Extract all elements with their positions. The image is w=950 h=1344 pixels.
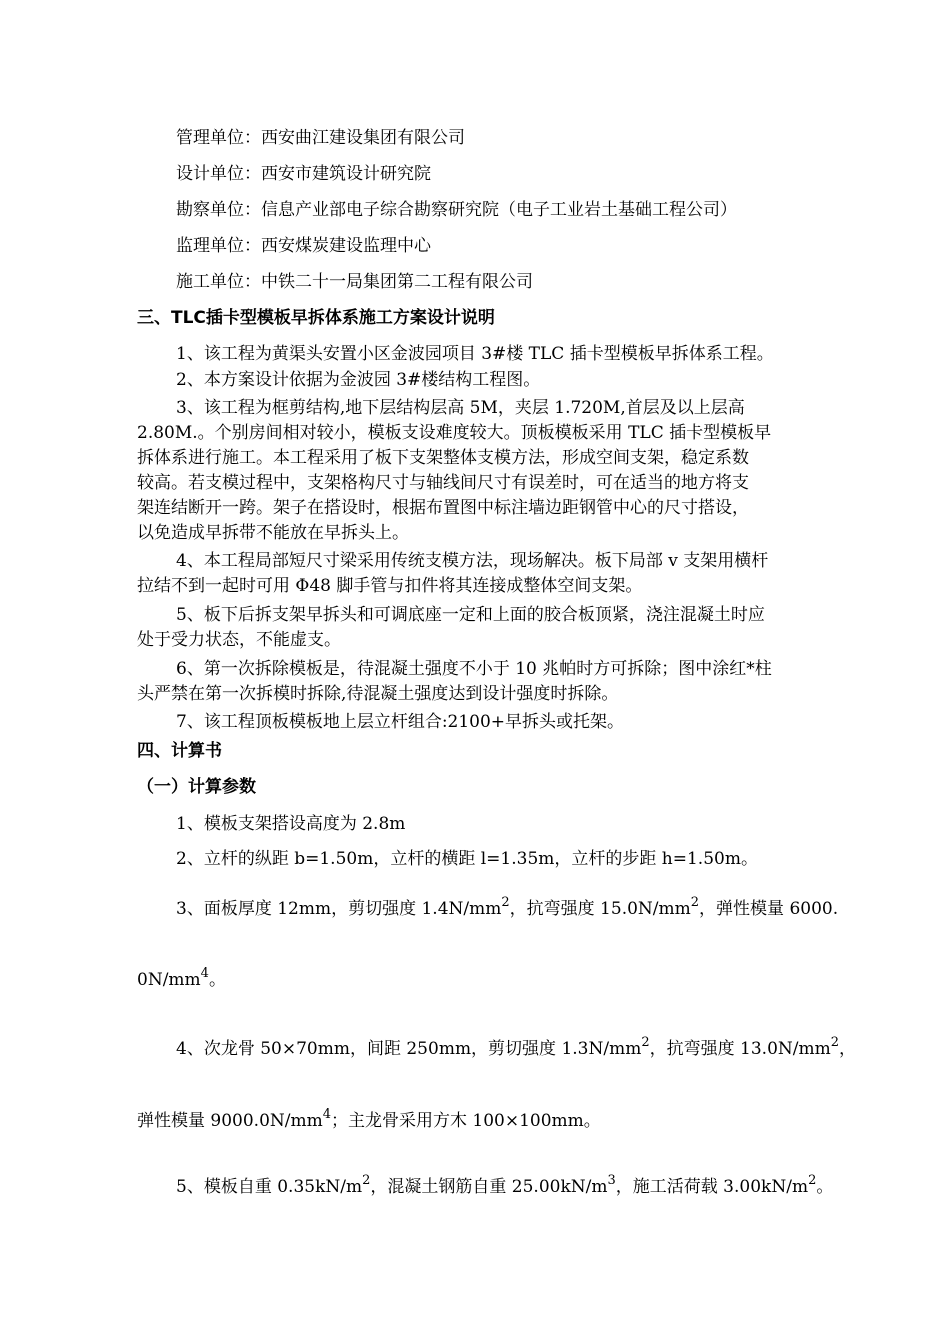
unit-supervision xyxy=(176,236,431,256)
section-3-line: 拆体系进行施工。本工程采用了板下支架整体支模方法，形成空间支架，稳定系数 xyxy=(137,448,749,468)
unit-label: 监理单位： xyxy=(176,236,261,256)
unit-value: 西安市建筑设计研究院 xyxy=(261,164,431,184)
section-3-line: 6、第一次拆除模板是，待混凝土强度不小于 10 兆帕时方可拆除；图中涂红*柱 xyxy=(176,659,772,679)
unit-label: 勘察单位： xyxy=(176,200,261,220)
param-2: 2、立杆的纵距 b=1.50m，立杆的横距 l=1.35m，立杆的步距 h=1.50m。 xyxy=(176,849,758,869)
section-3-line: 5、板下后拆支架早拆头和可调底座一定和上面的胶合板顶紧，浇注混凝土时应 xyxy=(176,605,765,625)
section-3-heading: 三、TLC插卡型模板早拆体系施工方案设计说明 xyxy=(137,308,495,328)
unit-management xyxy=(176,128,465,148)
section-3-line: 7、该工程顶板模板地上层立杆组合:2100+早拆头或托架。 xyxy=(176,712,625,732)
unit-label: 管理单位： xyxy=(176,128,261,148)
section-3-line: 处于受力状态，不能虚支。 xyxy=(137,630,341,650)
unit-design xyxy=(176,164,431,184)
param-5: 5、模板自重 $0.35kN/m^2$，混凝土钢筋自重 $25.00kN/m^3$，施工活荷载 $3.00kN/m^2$。 xyxy=(176,1173,834,1197)
unit-value: 西安曲江建设集团有限公司 xyxy=(261,128,465,148)
section-3-line: 架连结断开一跨。架子在搭设时，根据布置图中标注墙边距钢管中心的尺寸搭设， xyxy=(137,498,749,518)
section-3-line: 4、本工程局部短尺寸梁采用传统支模方法，现场解决。板下局部 v 支架用横杆 xyxy=(176,551,769,571)
unit-label: 施工单位： xyxy=(176,272,261,292)
section-3-line: 2、本方案设计依据为金波园 3#楼结构工程图。 xyxy=(176,370,541,390)
param-1: 1、模板支架搭设高度为 2.8m xyxy=(176,814,406,834)
section-3-line: 2.80M.。个别房间相对较小，模板支设难度较大。顶板模板采用 TLC 插卡型模板早 xyxy=(137,423,772,443)
param-3: 3、面板厚度 12mm，剪切强度 $1.4N/mm^2$，抗弯强度 $15.0N/mm^2$，弹性模量 6000. xyxy=(176,895,839,919)
section-4-subheading: （一）计算参数 xyxy=(137,777,256,797)
unit-value: 中铁二十一局集团第二工程有限公司 xyxy=(261,272,533,292)
section-4-heading: 四、计算书 xyxy=(137,741,222,761)
section-3-line: 较高。若支模过程中，支架格构尺寸与轴线间尺寸有误差时，可在适当的地方将支 xyxy=(137,473,749,493)
param-4-continued: 弹性模量 $9000.0N/mm^4$；主龙骨采用方木 100×100mm。 xyxy=(137,1107,601,1131)
section-3-line: 拉结不到一起时可用 Φ48 脚手管与扣件将其连接成整体空间支架。 xyxy=(137,576,643,596)
section-3-line: 以免造成早拆带不能放在早拆头上。 xyxy=(137,523,409,543)
param-4: 4、次龙骨 50×70mm，间距 250mm，剪切强度 $1.3N/mm^2$，抗弯强度 $13.0N/mm^2$， xyxy=(176,1035,857,1059)
param-3-continued: $0N/mm^4$。 xyxy=(137,966,226,990)
section-3-line: 头严禁在第一次拆模时拆除,待混凝土强度达到设计强度时拆除。 xyxy=(137,684,619,704)
unit-survey xyxy=(176,200,737,220)
unit-construction xyxy=(176,272,533,292)
section-3-line: 3、该工程为框剪结构,地下层结构层高 5M，夹层 1.720M,首层及以上层高 xyxy=(176,398,745,418)
unit-value: 信息产业部电子综合勘察研究院（电子工业岩土基础工程公司） xyxy=(261,200,737,220)
unit-value: 西安煤炭建设监理中心 xyxy=(261,236,431,256)
unit-label: 设计单位： xyxy=(176,164,261,184)
section-3-line: 1、该工程为黄渠头安置小区金波园项目 3#楼 TLC 插卡型模板早拆体系工程。 xyxy=(176,344,774,364)
